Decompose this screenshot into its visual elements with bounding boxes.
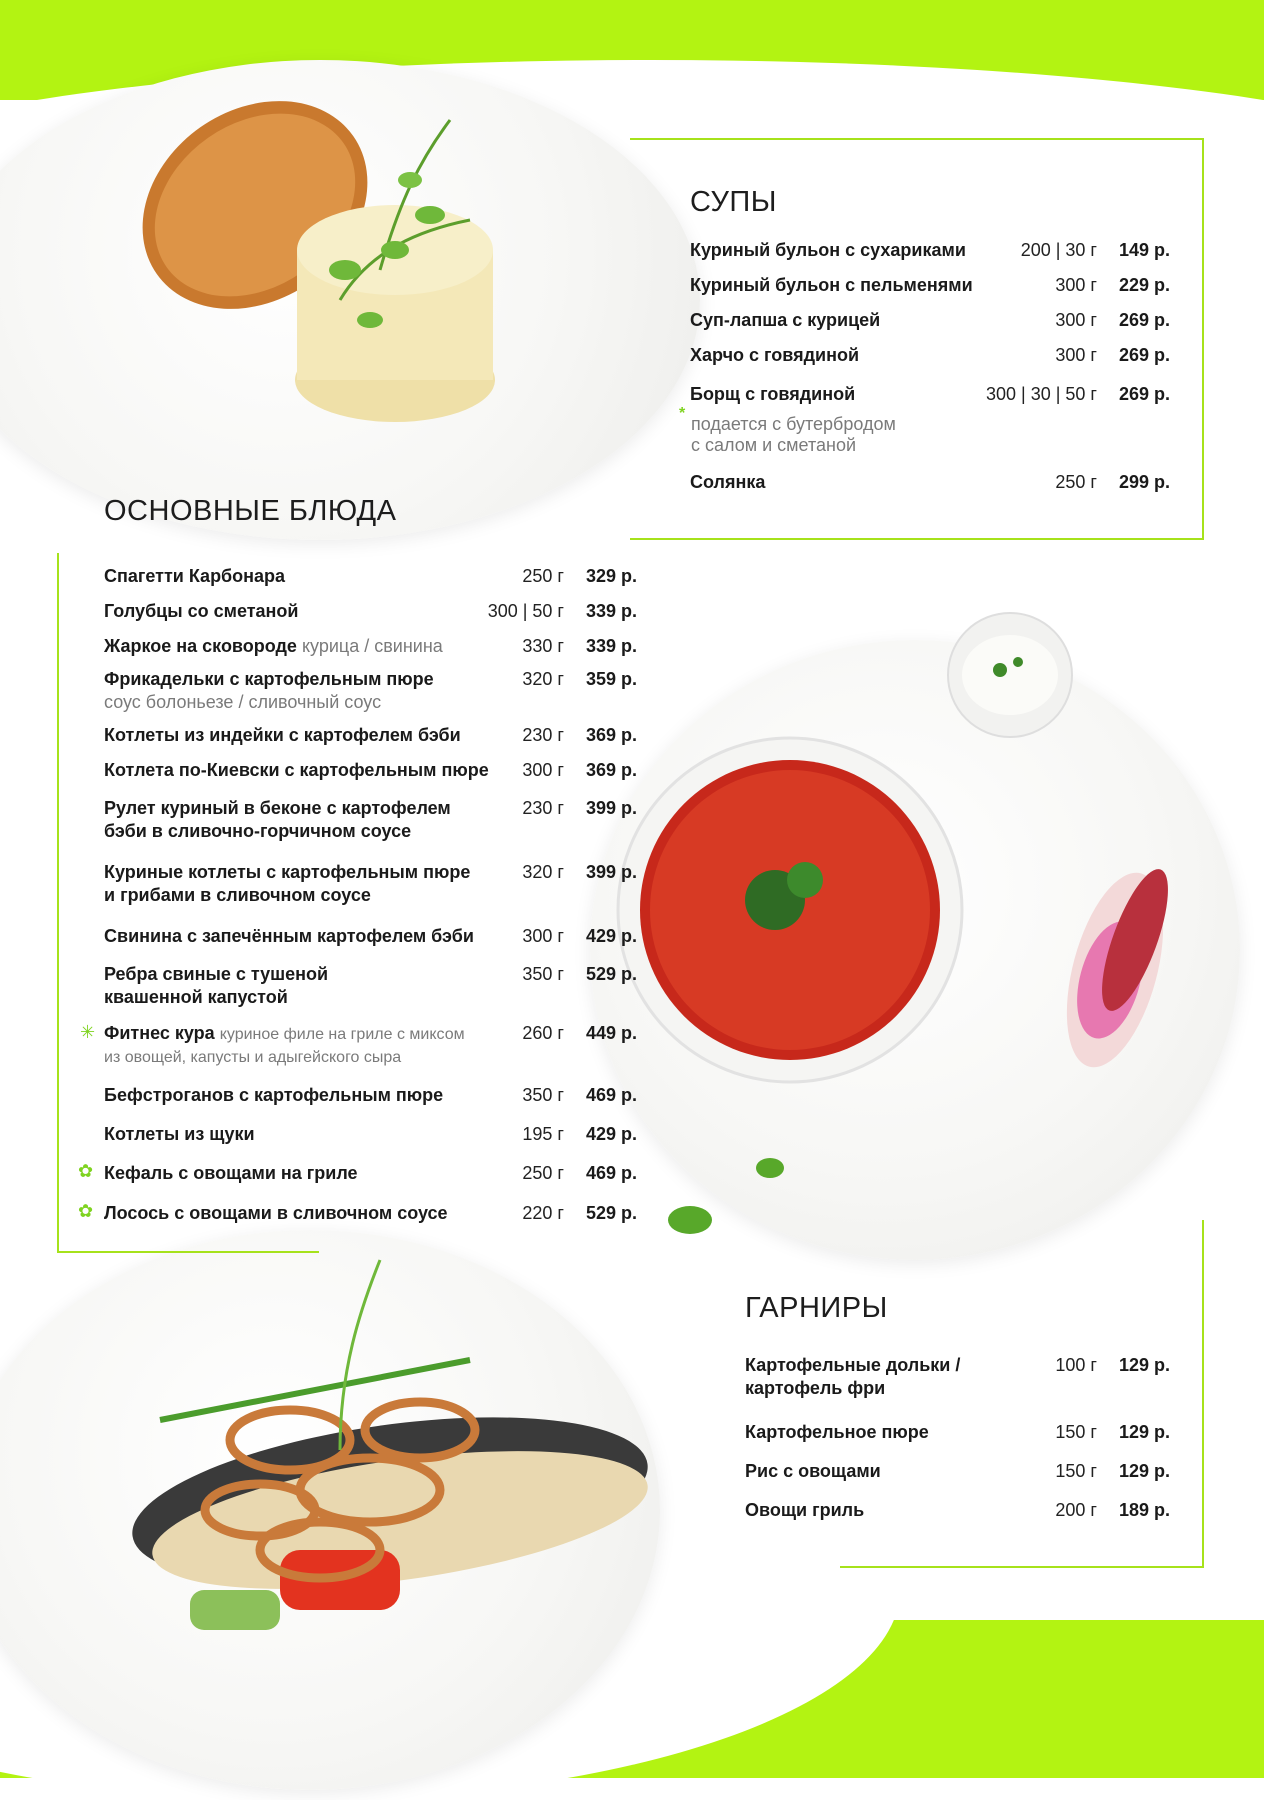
cutlet-puree-illustration (0, 0, 700, 470)
sides-title: ГАРНИРЫ (745, 1292, 888, 1324)
asterisk-icon: * (679, 405, 686, 422)
fish-paw-icon: ✿ (78, 1201, 94, 1221)
soups-title: СУПЫ (690, 186, 777, 218)
menu-item: Борщ с говядиной 300 | 30 | 50 г 269 р. подается с бутербродом с салом и сметаной (690, 384, 1170, 455)
borscht-illustration (590, 580, 1250, 1260)
fitness-asterisk-icon: ✳ (80, 1022, 96, 1042)
borscht-note-line1: подается с бутербродом (691, 414, 896, 434)
mains-title: ОСНОВНЫЕ БЛЮДА (104, 495, 397, 527)
fish-paw-icon: ✿ (78, 1161, 94, 1181)
borscht-note-line2: с салом и сметаной (691, 435, 857, 455)
fish-illustration (40, 1250, 680, 1770)
